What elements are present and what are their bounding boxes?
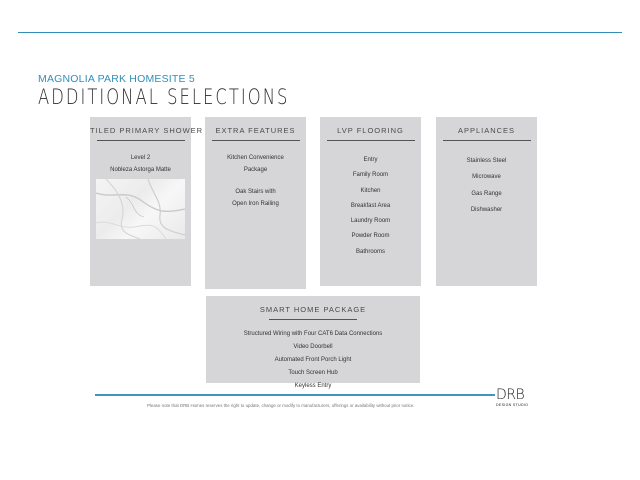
page-subtitle: MAGNOLIA PARK HOMESITE 5 (38, 73, 195, 85)
bottom-divider (95, 394, 495, 396)
list-item: Microwave (472, 174, 501, 181)
list-item: Video Doorbell (293, 343, 333, 350)
card-heading: TILED PRIMARY SHOWER (90, 126, 204, 135)
card-tiled-primary-shower (90, 117, 204, 286)
card-heading: APPLIANCES (457, 126, 516, 135)
card-lvp-flooring (320, 117, 421, 286)
card-heading: LVP FLOORING (337, 126, 404, 135)
card-divider (269, 319, 357, 320)
list-item: Gas Range (471, 190, 502, 197)
card-divider (212, 140, 300, 141)
list-item: Entry (363, 157, 378, 163)
list-item: Touch Screen Hub (288, 369, 338, 376)
list-item: Structured Wiring with Four CAT6 Data Connections (243, 331, 383, 337)
list-item: Stainless Steel (466, 158, 507, 164)
card-divider (327, 140, 415, 141)
list-item: Oak Stairs with (235, 189, 276, 195)
list-item: Automated Front Porch Light (274, 356, 352, 363)
card-extra-features (205, 117, 306, 289)
card-divider (443, 140, 531, 141)
marble-tile-swatch (96, 179, 185, 239)
list-item: Open Iron Railing (232, 200, 279, 207)
list-item: Package (243, 166, 268, 173)
list-item: Keyless Entry (294, 382, 332, 389)
card-heading: SMART HOME PACKAGE (259, 305, 367, 314)
logo-subtitle: DESIGN STUDIO (496, 403, 529, 407)
card-appliances (436, 117, 537, 286)
top-divider (18, 32, 622, 33)
list-item: Kitchen Convenience (227, 155, 284, 161)
card-divider (97, 140, 185, 141)
list-item: Nobleza Astorga Matte (110, 166, 171, 173)
list-item: Breakfast Area (350, 202, 391, 209)
list-item: Kitchen (360, 187, 381, 194)
logo-mark: DRB (496, 387, 525, 403)
drb-logo (496, 388, 530, 410)
list-item: Laundry Room (350, 218, 391, 225)
card-smart-home-package (206, 296, 420, 389)
list-item: Bathrooms (355, 248, 385, 255)
list-item: Family Room (352, 172, 389, 179)
card-heading: EXTRA FEATURES (215, 126, 296, 135)
list-item: Dishwasher (470, 207, 503, 214)
list-item: Powder Room (351, 233, 390, 240)
page-title: ADDITIONAL SELECTIONS (38, 85, 290, 109)
list-item: Level 2 (130, 155, 151, 161)
disclaimer-text: Please note that DRB Homes reserves the right to update, change or modify to manufacturers, offerings or availability without prior notice. (147, 403, 415, 408)
